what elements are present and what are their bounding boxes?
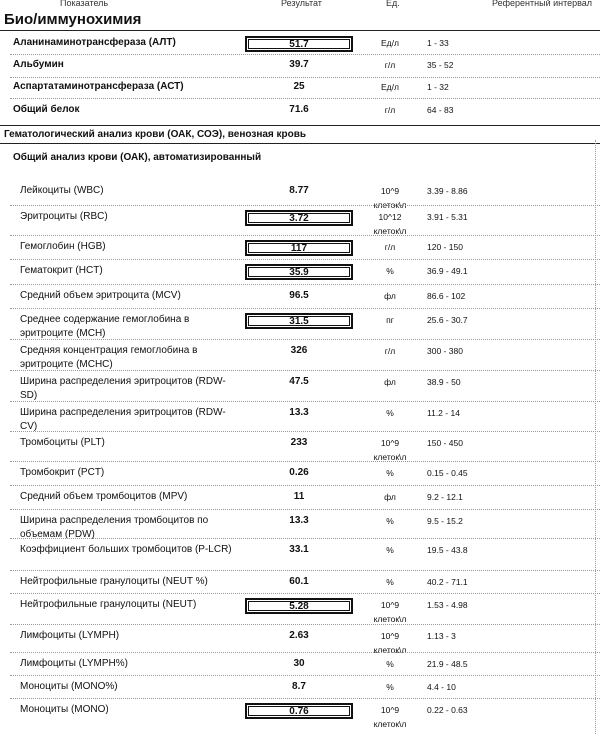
row-ref: 64 - 83: [427, 105, 454, 115]
row-unit: %: [386, 408, 394, 418]
row-divider: [10, 509, 600, 510]
row-ref: 300 - 380: [427, 346, 463, 356]
row-ref: 9.5 - 15.2: [427, 516, 463, 526]
row-value: 71.6: [289, 104, 309, 115]
row-value: 11: [293, 491, 305, 502]
row-name: Среднее содержание гемоглобина в эритроците (MCH): [20, 314, 190, 339]
row-value: 31.5: [245, 313, 353, 329]
row-value: 39.7: [289, 59, 309, 70]
row-name: Ширина распределения эритроцитов (RDW-CV): [20, 407, 226, 432]
row-ref: 21.9 - 48.5: [427, 659, 468, 669]
row-divider: [10, 624, 600, 625]
row-unit: фл: [384, 291, 396, 301]
row-name: Лимфоциты (LYMPH%): [20, 658, 128, 669]
row-divider: [10, 652, 600, 653]
row-divider: [10, 235, 600, 236]
row-ref: 38.9 - 50: [427, 377, 461, 387]
row-value: 117: [245, 240, 353, 256]
row-name: Нейтрофильные гранулоциты (NEUT %): [20, 576, 208, 587]
row-ref: 4.4 - 10: [427, 682, 456, 692]
row-ref: 11.2 - 14: [427, 408, 460, 418]
row-unit: пг: [386, 315, 394, 325]
row-divider: [10, 570, 600, 571]
row-divider: [10, 339, 600, 340]
row-ref: 1 - 33: [427, 38, 449, 48]
row-unit: %: [386, 468, 394, 478]
row-name: Ширина распределения эритроцитов (RDW-SD): [20, 376, 226, 401]
row-name: Средний объем эритроцита (MCV): [20, 290, 181, 301]
row-name: Аланинаминотрансфераза (АЛТ): [13, 37, 176, 48]
row-ref: 25.6 - 30.7: [427, 315, 468, 325]
row-unit: %: [386, 545, 394, 555]
row-name: Аспартатаминотрансфераза (АСТ): [13, 81, 184, 92]
row-name: Ширина распределения тромбоцитов по объемам (PDW): [20, 515, 209, 540]
row-value: 13.3: [289, 515, 309, 526]
row-divider: [10, 401, 600, 402]
row-unit: %: [386, 516, 394, 526]
row-value: 5.28: [245, 598, 353, 614]
row-divider: [10, 308, 600, 309]
row-unit: %: [386, 577, 394, 587]
row-unit: г/л: [384, 346, 396, 356]
row-value: 47.5: [289, 376, 309, 387]
row-name: Моноциты (MONO): [20, 704, 109, 715]
row-ref: 9.2 - 12.1: [427, 492, 463, 502]
row-ref: 40.2 - 71.1: [427, 577, 468, 587]
row-value: 2.63: [289, 630, 309, 641]
row-value: 60.1: [289, 576, 309, 587]
row-divider: [10, 698, 600, 699]
row-ref: 35 - 52: [427, 60, 454, 70]
row-ref: 120 - 150: [427, 242, 463, 252]
row-unit: г/л: [384, 60, 396, 70]
row-unit: г/л: [384, 105, 396, 115]
row-value: 13.3: [289, 407, 309, 418]
row-name: Эритроциты (RBC): [20, 211, 108, 222]
row-value: 30: [293, 658, 305, 669]
row-value: 0.26: [289, 467, 309, 478]
row-unit: 10^9 клеток\л: [373, 600, 407, 624]
row-unit: %: [386, 266, 394, 276]
row-name: Лейкоциты (WBC): [20, 185, 104, 196]
row-name: Гематокрит (HCT): [20, 265, 103, 276]
row-unit: фл: [384, 377, 396, 387]
row-name: Альбумин: [13, 59, 64, 70]
row-ref: 86.6 - 102: [427, 291, 466, 301]
row-unit: г/л: [384, 242, 396, 252]
row-divider: [10, 98, 600, 99]
row-ref: 150 - 450: [427, 438, 463, 448]
row-unit: 10^12 клеток\л: [373, 212, 407, 236]
section-title-bio: Био/иммунохимия: [0, 9, 600, 31]
row-value: 96.5: [289, 290, 309, 301]
row-name: Общий белок: [13, 104, 80, 115]
row-value: 35.9: [245, 264, 353, 280]
row-divider: [10, 675, 600, 676]
row-value: 33.1: [289, 544, 309, 555]
row-unit: 10^9 клеток\л: [373, 438, 407, 462]
row-divider: [10, 538, 600, 539]
row-name: Лимфоциты (LYMPH): [20, 630, 120, 641]
subsection-title-cbc: Общий анализ крови (ОАК), автоматизированный: [13, 152, 262, 163]
row-value: 51.7: [245, 36, 353, 52]
row-name: Тромбоциты (PLT): [20, 437, 105, 448]
row-value: 8.7: [292, 681, 306, 692]
row-ref: 1 - 32: [427, 82, 449, 92]
table-header: [0, 0, 600, 8]
row-value: 233: [290, 437, 308, 448]
row-name: Моноциты (MONO%): [20, 681, 118, 692]
row-value: 25: [293, 81, 305, 92]
row-divider: [10, 461, 600, 462]
row-value: 8.77: [289, 185, 309, 196]
row-unit: фл: [384, 492, 396, 502]
row-name: Коэффициент больших тромбоцитов (P-LCR): [20, 544, 232, 555]
col-header-result: Результат: [281, 0, 322, 8]
row-divider: [10, 593, 600, 594]
row-divider: [10, 54, 600, 55]
row-name: Нейтрофильные гранулоциты (NEUT): [20, 599, 197, 610]
row-unit: 10^9 клеток\л: [373, 705, 407, 729]
row-value: 3.72: [245, 210, 353, 226]
row-divider: [10, 485, 600, 486]
row-ref: 0.15 - 0.45: [427, 468, 468, 478]
row-unit: Ед/л: [381, 82, 399, 92]
row-unit: %: [386, 659, 394, 669]
row-divider: [10, 205, 600, 206]
row-value: 326: [290, 345, 308, 356]
row-divider: [10, 370, 600, 371]
row-ref: 0.22 - 0.63: [427, 705, 468, 715]
row-divider: [10, 284, 600, 285]
row-divider: [10, 77, 600, 78]
row-ref: 1.13 - 3: [427, 631, 456, 641]
row-unit: 10^9 клеток\л: [373, 631, 407, 655]
row-name: Тромбокрит (PCT): [20, 467, 105, 478]
row-unit: %: [386, 682, 394, 692]
row-ref: 3.91 - 5.31: [427, 212, 468, 222]
row-ref: 36.9 - 49.1: [427, 266, 468, 276]
section-title-hematology: Гематологический анализ крови (ОАК, СОЭ), венозная кровь: [0, 125, 600, 144]
row-name: Гемоглобин (HGB): [20, 241, 106, 252]
row-ref: 1.53 - 4.98: [427, 600, 468, 610]
page-edge-rule: [595, 140, 596, 734]
row-name: Средняя концентрация гемоглобина в эритроците (MCHC): [20, 345, 198, 370]
col-header-unit: Ед.: [386, 0, 400, 8]
row-unit: Ед/л: [381, 38, 399, 48]
row-unit: 10^9 клеток\л: [373, 186, 407, 210]
row-value: 0.76: [245, 703, 353, 719]
row-divider: [10, 259, 600, 260]
row-divider: [10, 431, 600, 432]
row-name: Средний объем тромбоцитов (MPV): [20, 491, 188, 502]
row-ref: 3.39 - 8.86: [427, 186, 468, 196]
col-header-name: Показатель: [60, 0, 109, 8]
row-ref: 19.5 - 43.8: [427, 545, 468, 555]
col-header-ref: Референтный интервал: [492, 0, 593, 8]
